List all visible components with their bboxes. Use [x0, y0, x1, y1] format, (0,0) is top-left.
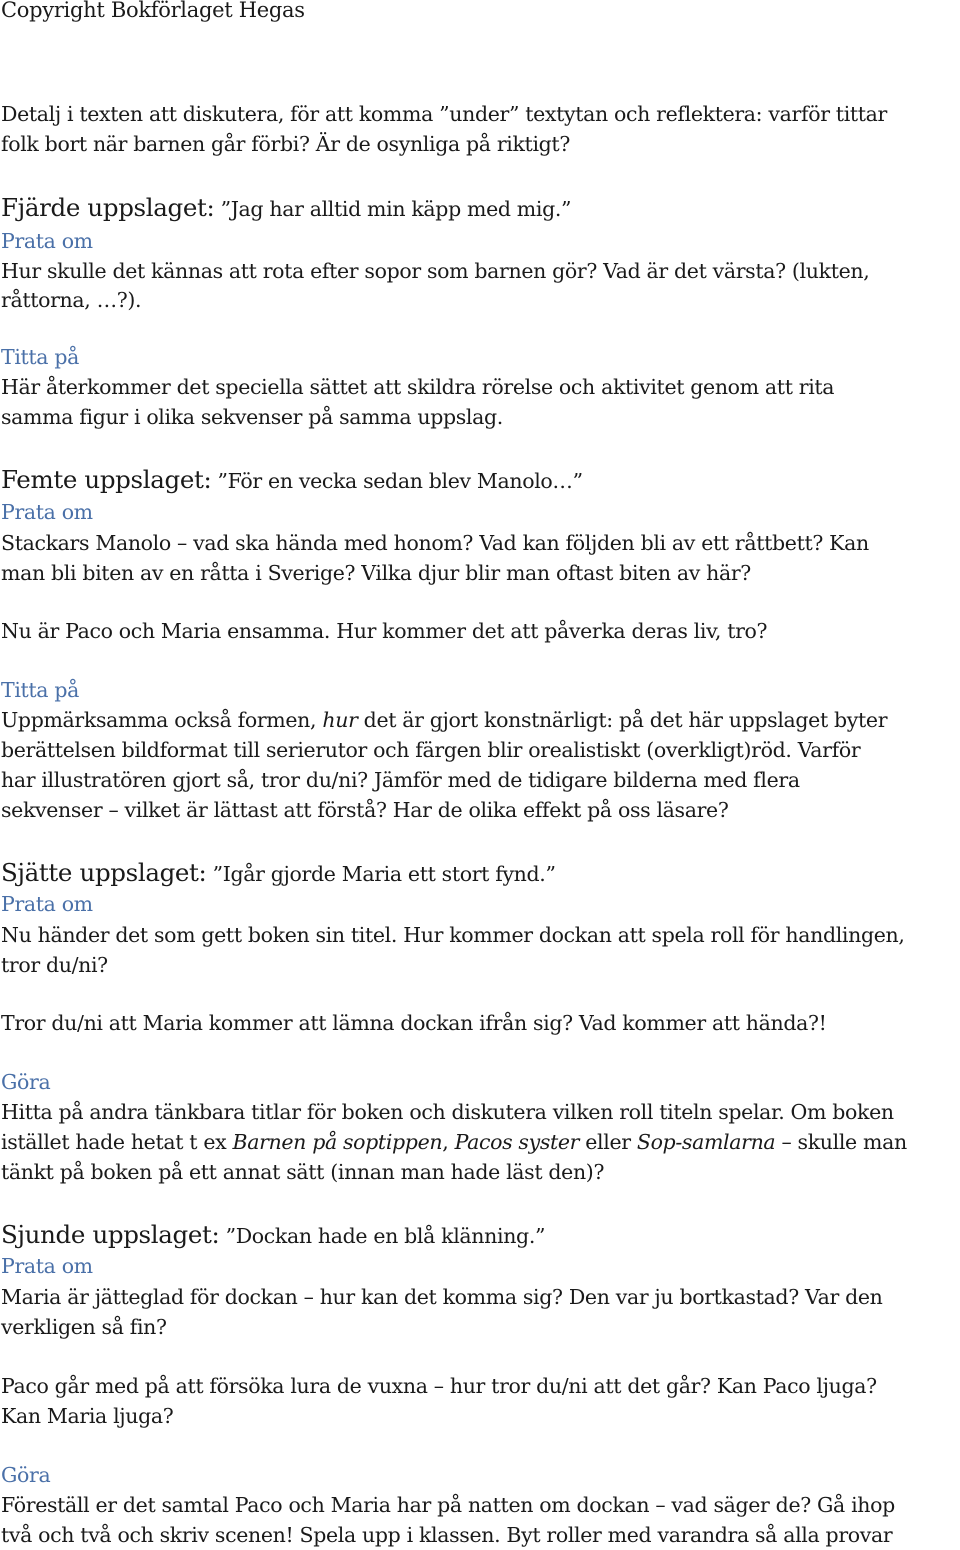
text-run: eller	[579, 1130, 637, 1154]
titta-pa-label: Titta på	[1, 345, 79, 369]
intro-line-1: Detalj i texten att diskutera, för att komma ”under” textytan och reflektera: varför tittar	[1, 102, 887, 126]
titta-line: har illustratören gjort så, tror du/ni? Jämför med de tidigare bilderna med flera	[1, 768, 800, 792]
titta-line: sekvenser – vilket är lättast att förstå? Har de olika effekt på oss läsare?	[1, 798, 729, 822]
prata-line: Hur skulle det kännas att rota efter sopor som barnen gör? Vad är det värsta? (lukten,	[1, 259, 870, 283]
heading-quote: ”För en vecka sedan blev Manolo…”	[217, 469, 583, 493]
text-run: istället hade hetat t ex	[1, 1130, 233, 1154]
paragraph-line: Paco går med på att försöka lura de vuxna – hur tror du/ni att det går? Kan Paco ljuga?	[1, 1374, 877, 1398]
heading-label: Fjärde uppslaget:	[1, 193, 215, 222]
intro-line-2: folk bort när barnen går förbi? Är de osynliga på riktigt?	[1, 132, 570, 156]
heading-label: Femte uppslaget:	[1, 465, 212, 494]
heading-quote: ”Igår gjorde Maria ett stort fynd.”	[212, 862, 556, 886]
text-run: det är gjort konstnärligt: på det här uppslaget byter	[357, 708, 888, 732]
section-heading-femte	[1, 465, 583, 496]
prata-line: råttorna, …?).	[1, 288, 142, 312]
section-heading-sjatte	[1, 858, 556, 889]
prata-line: tror du/ni?	[1, 953, 108, 977]
prata-line: verkligen så fin?	[1, 1315, 167, 1339]
text-run: Uppmärksamma också formen,	[1, 708, 323, 732]
italic-text: Barnen på soptippen	[232, 1130, 443, 1154]
heading-label: Sjätte uppslaget:	[1, 858, 207, 887]
italic-text: Pacos syster	[454, 1130, 580, 1154]
text-run: ,	[442, 1130, 455, 1154]
titta-line: berättelsen bildformat till serierutor och färgen blir orealistiskt (overkligt)röd. Varför	[1, 738, 861, 762]
section-heading-fjarde	[1, 193, 571, 224]
gora-line: tänkt på boken på ett annat sätt (innan man hade läst den)?	[1, 1160, 605, 1184]
titta-line: Här återkommer det speciella sättet att skildra rörelse och aktivitet genom att rita	[1, 375, 835, 399]
gora-label: Göra	[1, 1070, 51, 1094]
titta-line: samma figur i olika sekvenser på samma uppslag.	[1, 405, 503, 429]
prata-line: Nu händer det som gett boken sin titel. Hur kommer dockan att spela roll för handlingen,	[1, 923, 905, 947]
copyright-header: Copyright Bokförlaget Hegas	[1, 0, 305, 22]
paragraph-line: Kan Maria ljuga?	[1, 1404, 174, 1428]
paragraph: Nu är Paco och Maria ensamma. Hur kommer det att påverka deras liv, tro?	[1, 619, 768, 643]
gora-line: Hitta på andra tänkbara titlar för boken och diskutera vilken roll titeln spelar. Om boken	[1, 1100, 894, 1124]
prata-om-label: Prata om	[1, 1254, 93, 1278]
heading-quote: ”Dockan hade en blå klänning.”	[225, 1224, 546, 1248]
prata-line: Stackars Manolo – vad ska hända med honom? Vad kan följden bli av ett råttbett? Kan	[1, 531, 869, 555]
paragraph: Tror du/ni att Maria kommer att lämna dockan ifrån sig? Vad kommer att hända?!	[1, 1011, 827, 1035]
titta-line	[1, 705, 887, 735]
gora-line: Föreställ er det samtal Paco och Maria har på natten om dockan – vad säger de? Gå ihop	[1, 1493, 895, 1517]
italic-text: Sop-samlarna	[636, 1130, 776, 1154]
titta-pa-label: Titta på	[1, 678, 79, 702]
gora-line: två och två och skriv scenen! Spela upp i klassen. Byt roller med varandra så alla provar	[1, 1523, 893, 1547]
text-run: – skulle man	[775, 1130, 907, 1154]
prata-om-label: Prata om	[1, 500, 93, 524]
prata-om-label: Prata om	[1, 229, 93, 253]
prata-line: man bli biten av en råtta i Sverige? Vilka djur blir man oftast biten av här?	[1, 561, 751, 585]
gora-label: Göra	[1, 1463, 51, 1487]
prata-om-label: Prata om	[1, 892, 93, 916]
section-heading-sjunde	[1, 1220, 545, 1251]
heading-label: Sjunde uppslaget:	[1, 1220, 220, 1249]
heading-quote: ”Jag har alltid min käpp med mig.”	[220, 197, 572, 221]
gora-line	[1, 1127, 907, 1157]
italic-text: hur	[322, 708, 358, 732]
prata-line: Maria är jätteglad för dockan – hur kan det komma sig? Den var ju bortkastad? Var den	[1, 1285, 883, 1309]
